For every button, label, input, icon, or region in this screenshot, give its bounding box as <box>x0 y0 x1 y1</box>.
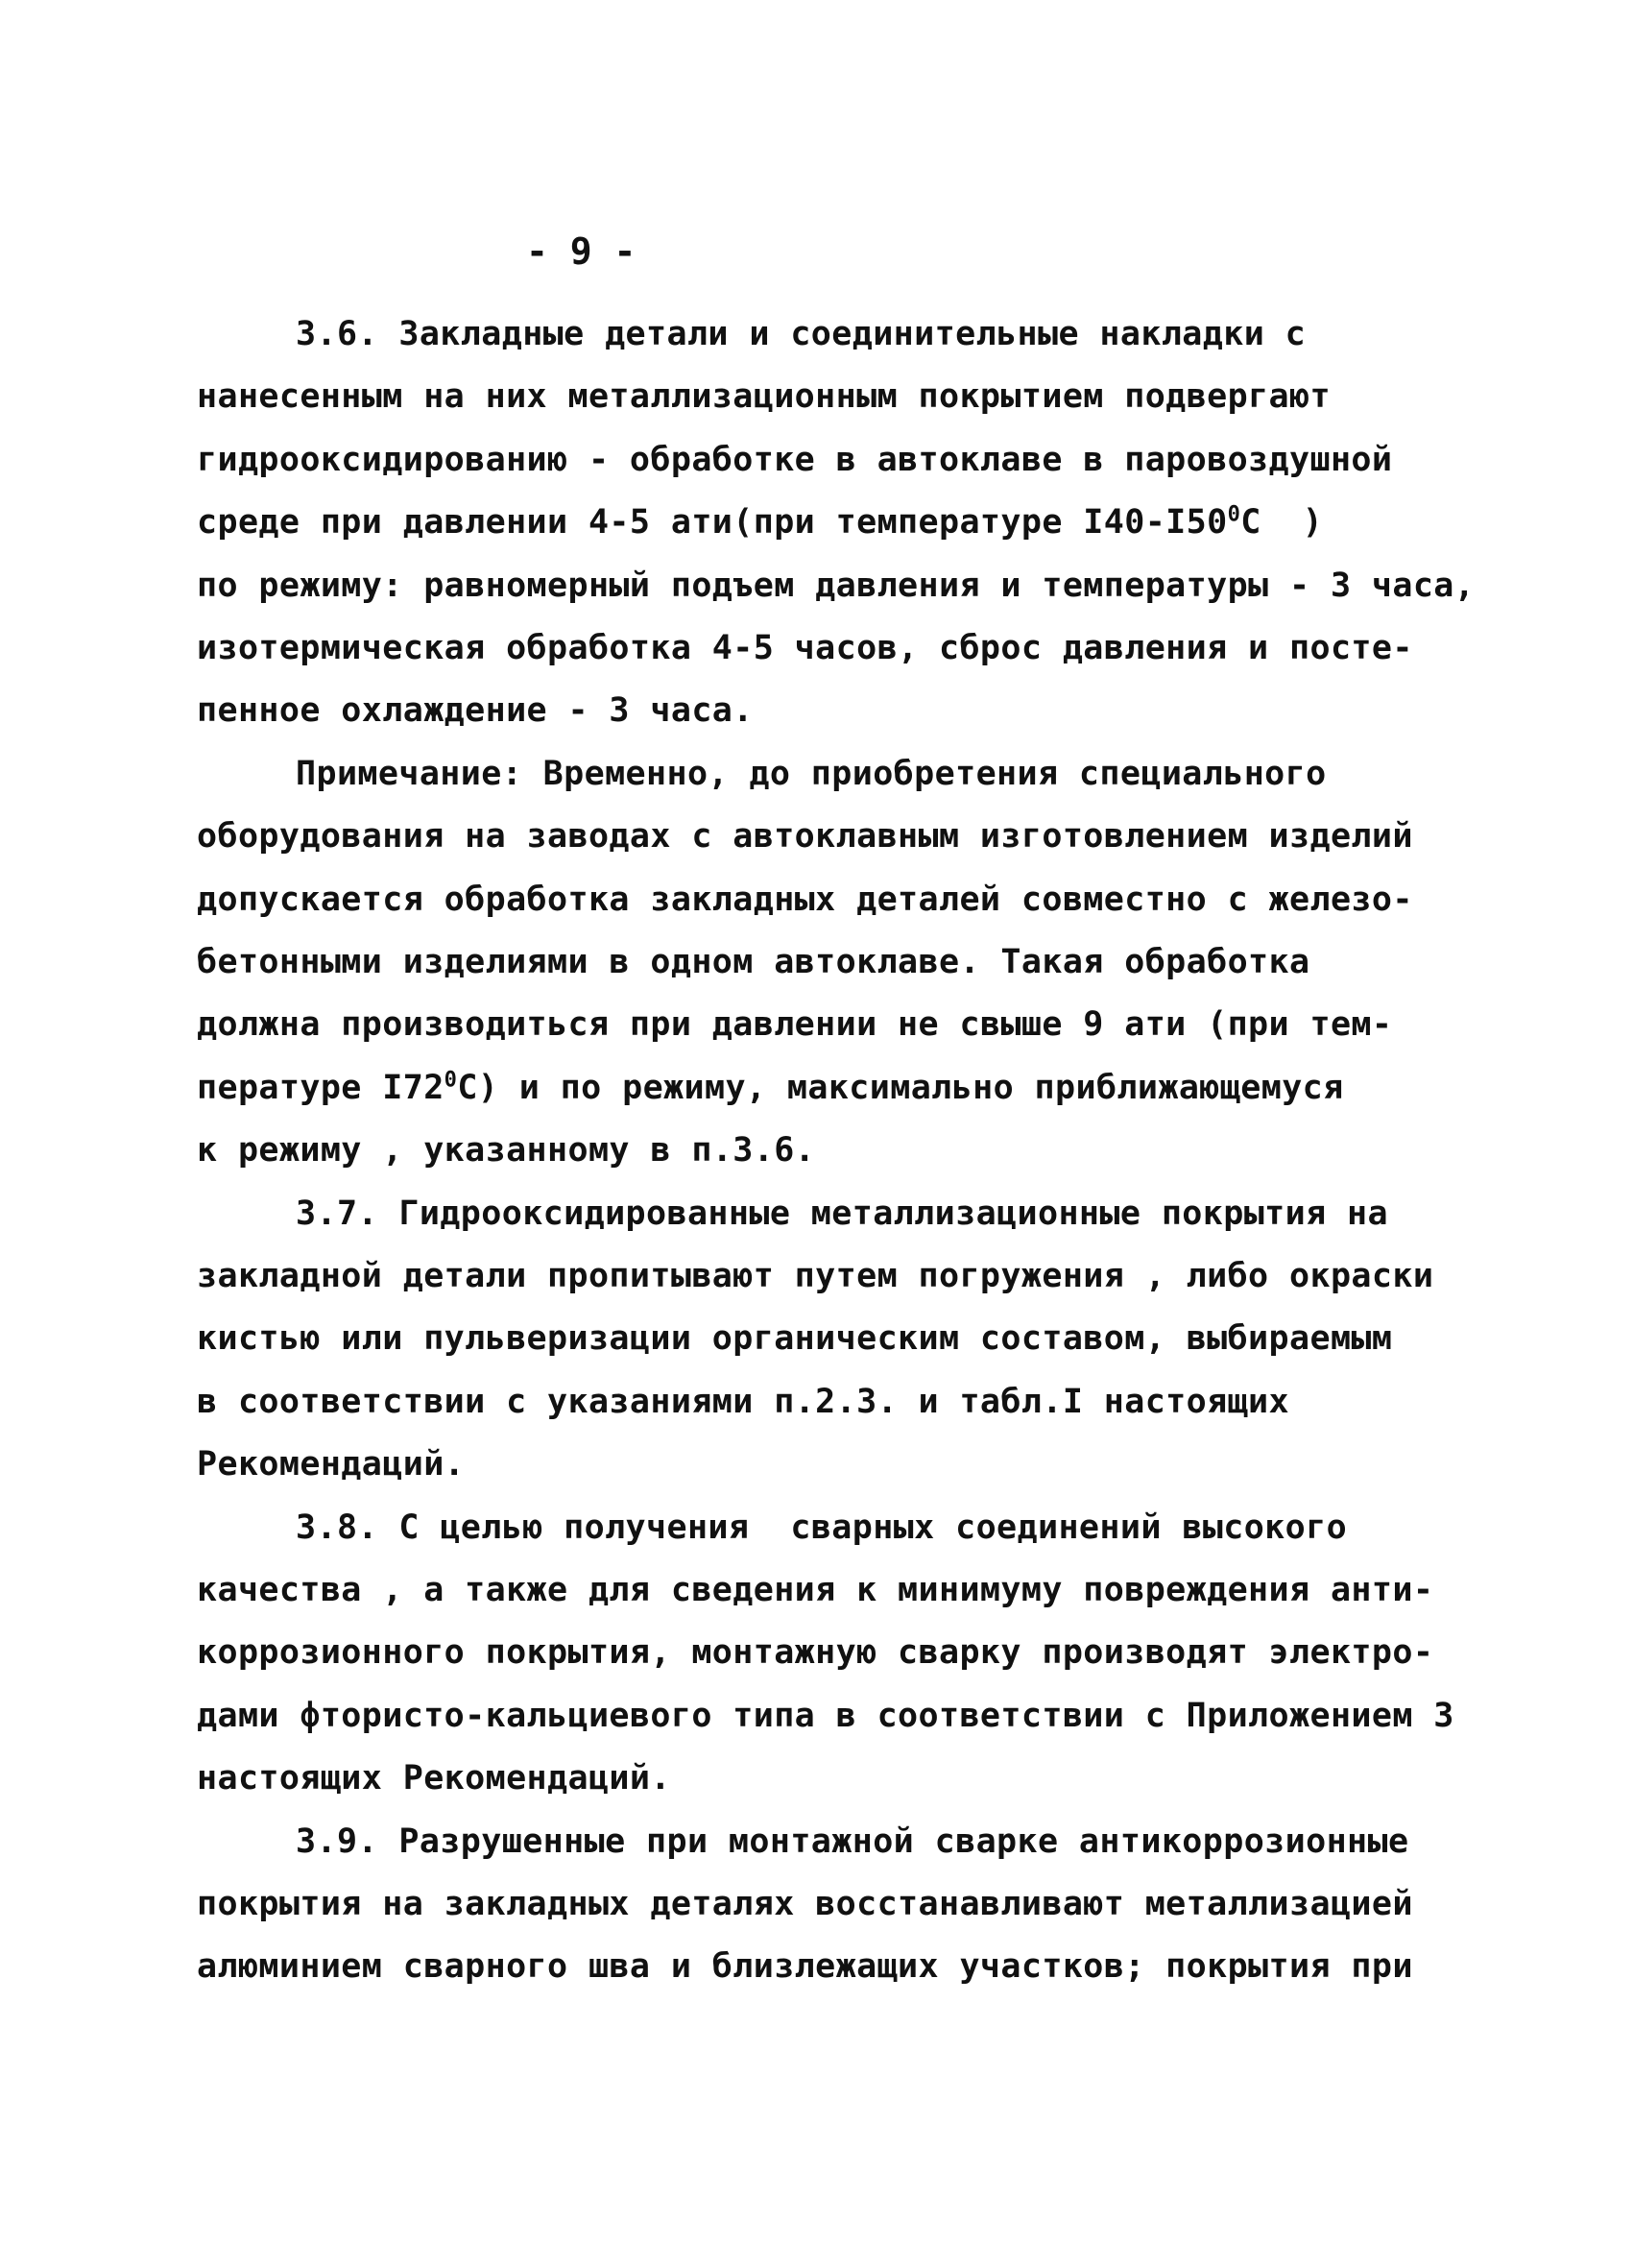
paragraph-3-6-line-1: 3.6. Закладные детали и соединительные накладки с <box>296 315 1307 353</box>
paragraph-3-6-line-2: нанесенным на них металлизационным покрытием подвергают <box>197 377 1331 416</box>
paragraph-3-7-line-1: 3.7. Гидрооксидированные металлизационные покрытия на <box>296 1194 1389 1233</box>
paragraph-3-6-line-4 <box>197 503 1323 542</box>
paragraph-3-9-line-3: алюминием сварного шва и близлежащих участков; покрытия при <box>197 1947 1413 1986</box>
note-line-1: Примечание: Временно, до приобретения специального <box>296 755 1327 793</box>
note-line-4: бетонными изделиями в одном автоклаве. Такая обработка <box>197 943 1310 981</box>
line-4-text: среде при давлении 4-5 ати(при температуре I40-I50 <box>197 503 1228 542</box>
paragraph-3-7-line-2: закладной детали пропитывают путем погружения , либо окраски <box>197 1257 1434 1295</box>
paragraph-3-7-line-3: кистью или пульверизации органическим составом, выбираемым <box>197 1319 1393 1358</box>
page-number: - 9 - <box>526 230 636 273</box>
note-line-5: должна производиться при давлении не свыше 9 ати (при тем- <box>197 1005 1393 1044</box>
paragraph-3-7-line-4: в соответствии с указаниями п.2.3. и табл.I настоящих <box>197 1383 1290 1421</box>
paragraph-3-8-line-5: настоящих Рекомендаций. <box>197 1759 671 1798</box>
note-line-6 <box>197 1069 1344 1107</box>
paragraph-3-8-line-2: качества , а также для сведения к минимуму повреждения анти- <box>197 1571 1434 1609</box>
paragraph-3-8-line-1: 3.8. С целью получения сварных соединений высокого <box>296 1508 1348 1547</box>
degree-sign: 0 <box>1227 502 1241 527</box>
paragraph-3-8-line-4: дами фтористо-кальциевого типа в соответствии с Приложением 3 <box>197 1697 1454 1735</box>
paragraph-3-6-line-5: по режиму: равномерный подъем давления и температуры - 3 часа, <box>197 567 1476 605</box>
paragraph-3-6-line-3: гидрооксидированию - обработке в автоклаве в паровоздушной <box>197 441 1393 479</box>
note-line-6-text-end: С) и по режиму, максимально приближающемуся <box>457 1069 1344 1107</box>
paragraph-3-7-line-5: Рекомендаций. <box>197 1445 466 1484</box>
line-4-text-end: C ) <box>1240 503 1324 542</box>
note-line-7: к режиму , указанному в п.3.6. <box>197 1131 816 1170</box>
note-line-6-text: пературе I72 <box>197 1069 444 1107</box>
degree-sign: 0 <box>444 1068 458 1093</box>
paragraph-3-9-line-1: 3.9. Разрушенные при монтажной сварке антикоррозионные <box>296 1822 1409 1861</box>
paragraph-3-8-line-3: коррозионного покрытия, монтажную сварку производят электро- <box>197 1633 1434 1672</box>
paragraph-3-6-line-7: пенное охлаждение - 3 часа. <box>197 691 754 730</box>
note-line-3: допускается обработка закладных деталей совместно с железо- <box>197 881 1413 919</box>
paragraph-3-6-line-6: изотермическая обработка 4-5 часов, сброс давления и посте- <box>197 629 1413 667</box>
note-line-2: оборудования на заводах с автоклавным изготовлением изделий <box>197 817 1413 856</box>
paragraph-3-9-line-2: покрытия на закладных деталях восстанавливают металлизацией <box>197 1885 1413 1923</box>
